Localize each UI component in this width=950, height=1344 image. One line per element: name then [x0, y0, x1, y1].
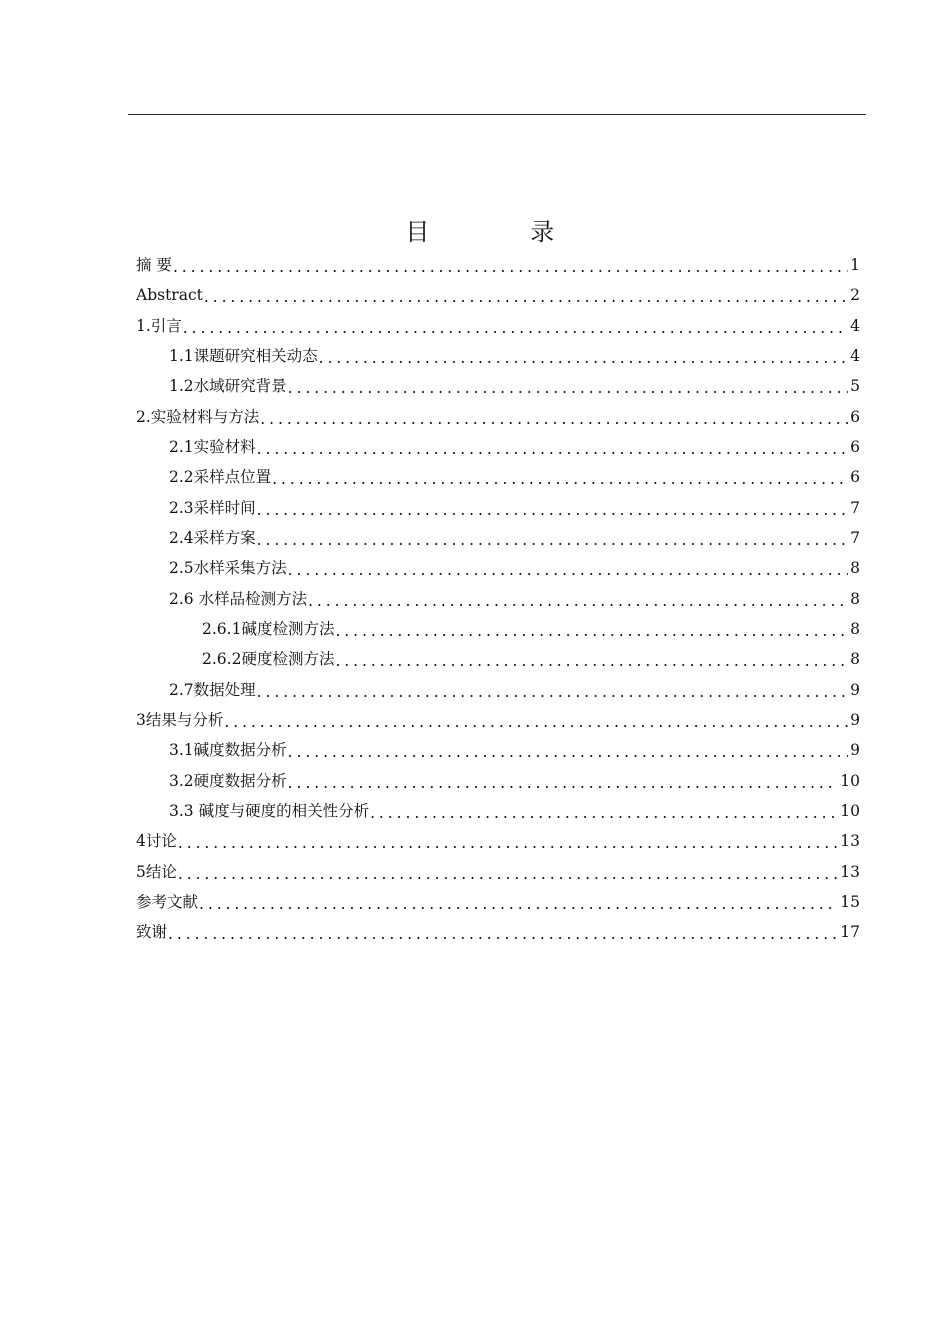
toc-entry-label: 2.7数据处理	[169, 680, 256, 699]
toc-entry-page: 1	[850, 256, 860, 274]
toc-entry-label: 2.3采样时间	[169, 498, 256, 517]
toc-entry[interactable]	[136, 371, 860, 401]
toc-dot-leader	[288, 741, 848, 759]
toc-entry-page: 15	[840, 892, 860, 911]
toc-dot-leader	[204, 286, 848, 304]
toc-entry[interactable]	[136, 766, 860, 796]
toc-entry-label: 2.6.2硬度检测方法	[202, 650, 335, 669]
toc-entry[interactable]	[136, 796, 860, 826]
toc-dot-leader	[257, 681, 848, 699]
toc-dot-leader	[199, 893, 838, 911]
toc-entry-page: 9	[850, 741, 860, 760]
toc-entry-label: 2.4采样方案	[169, 528, 256, 547]
toc-entry-page: 9	[850, 680, 860, 699]
toc-entry[interactable]	[136, 917, 860, 947]
toc-entry-label: 5结论	[136, 862, 177, 881]
toc-entry[interactable]	[136, 614, 860, 644]
toc-entry[interactable]	[136, 675, 860, 705]
toc-dot-leader	[178, 832, 838, 850]
toc-entry[interactable]	[136, 735, 860, 765]
toc-dot-leader	[183, 317, 848, 335]
toc-entry-label: 参考文献	[136, 892, 199, 911]
toc-entry[interactable]	[136, 493, 860, 523]
toc-entry-label: 3.1碱度数据分析	[169, 741, 287, 760]
toc-entry-page: 8	[850, 559, 860, 578]
toc-entry-page: 10	[840, 771, 860, 790]
toc-dot-leader	[308, 590, 848, 608]
toc-entry-label: 1.2水域研究背景	[169, 377, 287, 396]
toc-entry[interactable]	[136, 644, 860, 674]
toc-entry[interactable]	[136, 432, 860, 462]
toc-entry-label: 1.1课题研究相关动态	[169, 346, 318, 365]
toc-entry-label: 3.2硬度数据分析	[169, 771, 287, 790]
toc-entry-label: 2.6.1碱度检测方法	[202, 619, 335, 638]
toc-entry-label: 3结果与分析	[136, 710, 224, 729]
toc-dot-leader	[168, 923, 838, 941]
toc-entry[interactable]	[136, 887, 860, 917]
toc-entry[interactable]	[136, 250, 860, 280]
toc-entry-label: 2.2采样点位置	[169, 468, 272, 487]
toc-dot-leader	[370, 802, 838, 820]
toc-dot-leader	[257, 529, 848, 547]
header-rule	[128, 114, 866, 115]
toc-entry[interactable]	[136, 280, 860, 310]
toc-entry-page: 6	[850, 407, 860, 426]
toc-entry-page: 4	[850, 316, 860, 335]
toc-entry-label: 摘 要	[136, 256, 172, 274]
toc-dot-leader	[288, 377, 848, 395]
toc-entry-label: 致谢	[136, 923, 168, 942]
toc-entry-page: 13	[840, 832, 860, 851]
toc-dot-leader	[260, 408, 848, 426]
toc-entry-page: 9	[850, 710, 860, 729]
toc-entry[interactable]	[136, 523, 860, 553]
toc-entry[interactable]	[136, 705, 860, 735]
toc-entry-page: 4	[850, 346, 860, 365]
toc-entry[interactable]	[136, 553, 860, 583]
toc-entry-page: 7	[850, 528, 860, 547]
table-of-contents	[136, 250, 860, 948]
toc-entry[interactable]	[136, 584, 860, 614]
toc-entry[interactable]	[136, 402, 860, 432]
toc-entry-page: 6	[850, 468, 860, 487]
toc-dot-leader	[288, 559, 848, 577]
toc-dot-leader	[257, 438, 848, 456]
toc-entry-label: 1.引言	[136, 316, 182, 335]
toc-entry[interactable]	[136, 462, 860, 492]
toc-entry-page: 5	[850, 377, 860, 396]
toc-dot-leader	[335, 620, 848, 638]
toc-entry-page: 6	[850, 437, 860, 456]
toc-dot-leader	[224, 711, 848, 729]
toc-entry-page: 8	[850, 650, 860, 669]
toc-entry-label: 2.实验材料与方法	[136, 407, 260, 426]
toc-dot-leader	[335, 650, 848, 668]
toc-dot-leader	[272, 468, 848, 486]
toc-title: 目 录	[405, 218, 593, 246]
toc-entry[interactable]	[136, 311, 860, 341]
toc-entry-page: 13	[840, 862, 860, 881]
toc-entry-page: 7	[850, 498, 860, 517]
toc-dot-leader	[173, 256, 848, 274]
toc-entry-page: 8	[850, 619, 860, 638]
toc-entry[interactable]	[136, 826, 860, 856]
toc-entry-page: 8	[850, 589, 860, 608]
toc-dot-leader	[319, 347, 848, 365]
toc-entry-label: 2.5水样采集方法	[169, 559, 287, 578]
toc-dot-leader	[288, 772, 839, 790]
toc-entry-page: 10	[840, 801, 860, 820]
toc-entry-label: Abstract	[136, 286, 203, 305]
toc-entry-label: 2.1实验材料	[169, 437, 256, 456]
toc-entry-label: 2.6 水样品检测方法	[169, 589, 308, 608]
toc-entry-label: 3.3 碱度与硬度的相关性分析	[169, 801, 370, 820]
toc-dot-leader	[178, 863, 838, 881]
toc-entry[interactable]	[136, 341, 860, 371]
toc-entry-label: 4讨论	[136, 832, 177, 851]
toc-dot-leader	[257, 499, 848, 517]
toc-entry[interactable]	[136, 857, 860, 887]
toc-entry-page: 2	[850, 286, 860, 305]
toc-entry-page: 17	[840, 923, 860, 942]
